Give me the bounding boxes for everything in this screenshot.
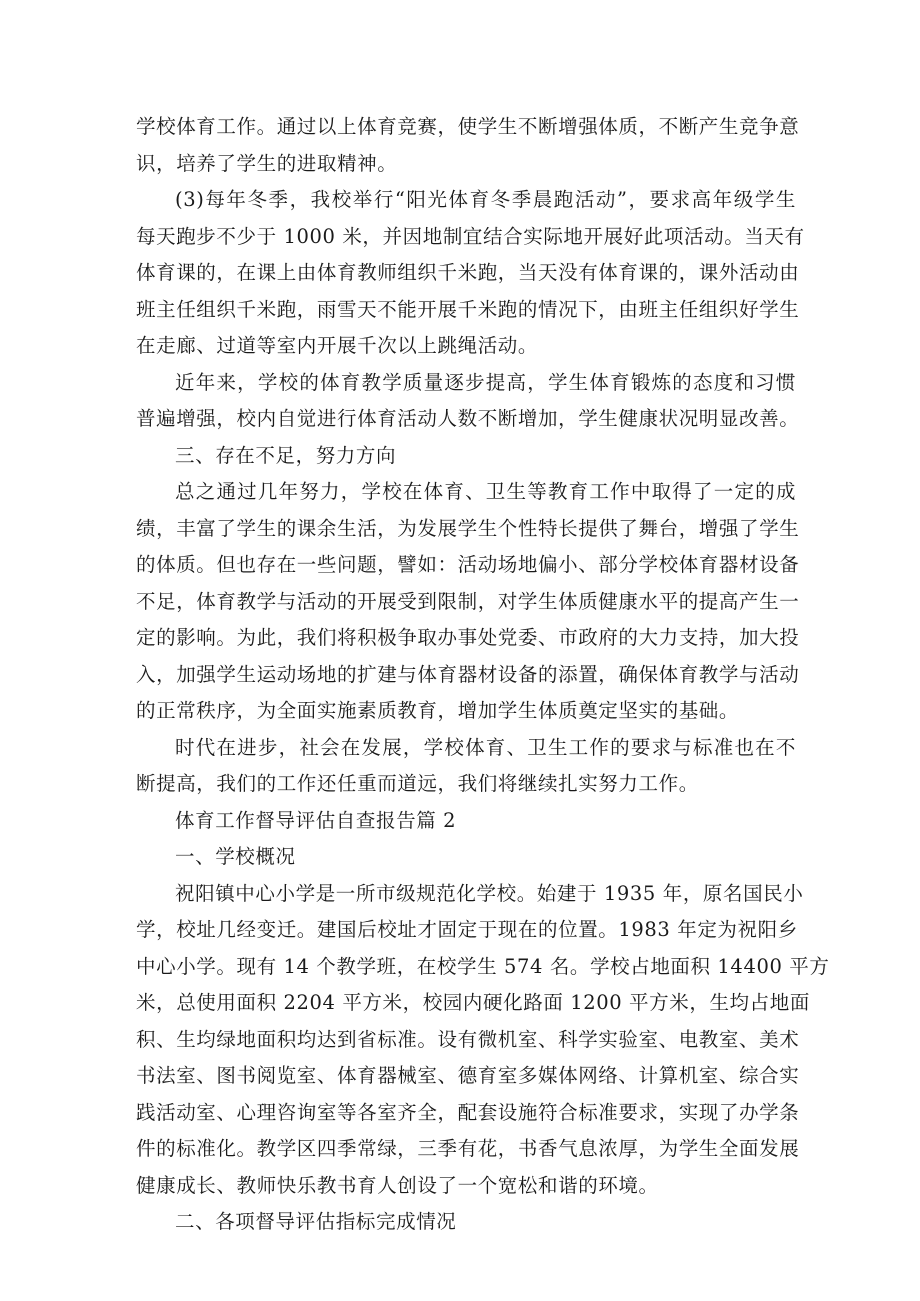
paragraph-line: 时代在进步，社会在发展，学校体育、卫生工作的要求与标准也在不	[175, 735, 796, 759]
document-body	[136, 109, 830, 1241]
paragraph-line: 班主任组织千米跑，雨雪天不能开展千米跑的情况下，由班主任组织好学生	[136, 297, 800, 321]
paragraph-line: 入，加强学生运动场地的扩建与体育器材设备的添置，确保体育教学与活动	[136, 662, 800, 686]
paragraph	[136, 365, 800, 438]
paragraph-line: 在走廊、过道等室内开展千次以上跳绳活动。	[136, 334, 539, 357]
paragraph-line: 健康成长、教师快乐教书育人创设了一个宽松和谐的环境。	[136, 1173, 659, 1197]
paragraph-line: 践活动室、心理咨询室等各室齐全，配套设施符合标准要求，实现了办学条	[136, 1100, 800, 1124]
paragraph-line: 每天跑步不少于 1000 米，并因地制宜结合实际地开展好此项活动。当天有	[136, 224, 805, 248]
paragraph-line: 体育课的，在课上由体育教师组织千米跑，当天没有体育课的，课外活动由	[136, 261, 800, 284]
paragraph-line: 总之通过几年努力，学校在体育、卫生等教育工作中取得了一定的成	[175, 480, 796, 503]
paragraph-line: (3)每年冬季，我校举行“阳光体育冬季晨跑活动”，要求高年级学生	[175, 188, 796, 211]
paragraph-line: 识，培养了学生的进取精神。	[136, 151, 398, 175]
paragraph-line: 中心小学。现有 14 个教学班，在校学生 574 名。学校占地面积 14400 平方	[136, 954, 830, 978]
paragraph-line: 学，校址几经变迁。建国后校址才固定于现在的位置。1983 年定为祝阳乡	[136, 918, 798, 941]
paragraph-line: 定的影响。为此，我们将积极争取办事处党委、市政府的大力支持，加大投	[136, 626, 800, 649]
paragraph-line: 普遍增强，校内自觉进行体育活动人数不断增加，学生健康状况明显改善。	[136, 407, 800, 430]
paragraph	[136, 876, 830, 1205]
paragraph-line: 的体质。但也存在一些问题，譬如：活动场地偏小、部分学校体育器材设备	[136, 553, 800, 576]
paragraph	[136, 474, 800, 730]
paragraph-line: 断提高，我们的工作还任重而道远，我们将继续扎实努力工作。	[136, 772, 699, 795]
paragraph-line: 绩，丰富了学生的课余生活，为发展学生个性特长提供了舞台，增强了学生	[136, 516, 800, 540]
paragraph	[136, 730, 796, 803]
paragraph	[136, 182, 805, 365]
paragraph	[136, 109, 800, 182]
paragraph-line: 积、生均绿地面积均达到省标准。设有微机室、科学实验室、电教室、美术	[136, 1027, 800, 1051]
paragraph-line: 书法室、图书阅览室、体育器械室、德育室多媒体网络、计算机室、综合实	[136, 1064, 800, 1087]
section-heading: 体育工作督导评估自查报告篇 2	[175, 808, 457, 832]
section-heading: 三、存在不足，努力方向	[175, 443, 397, 467]
section-heading: 二、各项督导评估指标完成情况	[175, 1210, 457, 1233]
paragraph-line: 祝阳镇中心小学是一所市级规范化学校。始建于 1935 年，原名国民小	[175, 881, 804, 905]
paragraph-line: 的正常秩序，为全面实施素质教育，增加学生体质奠定坚实的基础。	[136, 699, 740, 722]
paragraph-line: 近年来，学校的体育教学质量逐步提高，学生体育锻炼的态度和习惯	[175, 370, 796, 394]
paragraph-line: 件的标准化。教学区四季常绿，三季有花，书香气息浓厚，为学生全面发展	[136, 1137, 800, 1160]
paragraph-line: 米，总使用面积 2204 平方米，校园内硬化路面 1200 平方米，生均占地面	[136, 991, 810, 1014]
section-heading: 一、学校概况	[175, 845, 296, 868]
paragraph-line: 学校体育工作。通过以上体育竞赛，使学生不断增强体质，不断产生竞争意	[136, 115, 800, 138]
paragraph-line: 不足，体育教学与活动的开展受到限制，对学生体质健康水平的提高产生一	[136, 589, 800, 613]
